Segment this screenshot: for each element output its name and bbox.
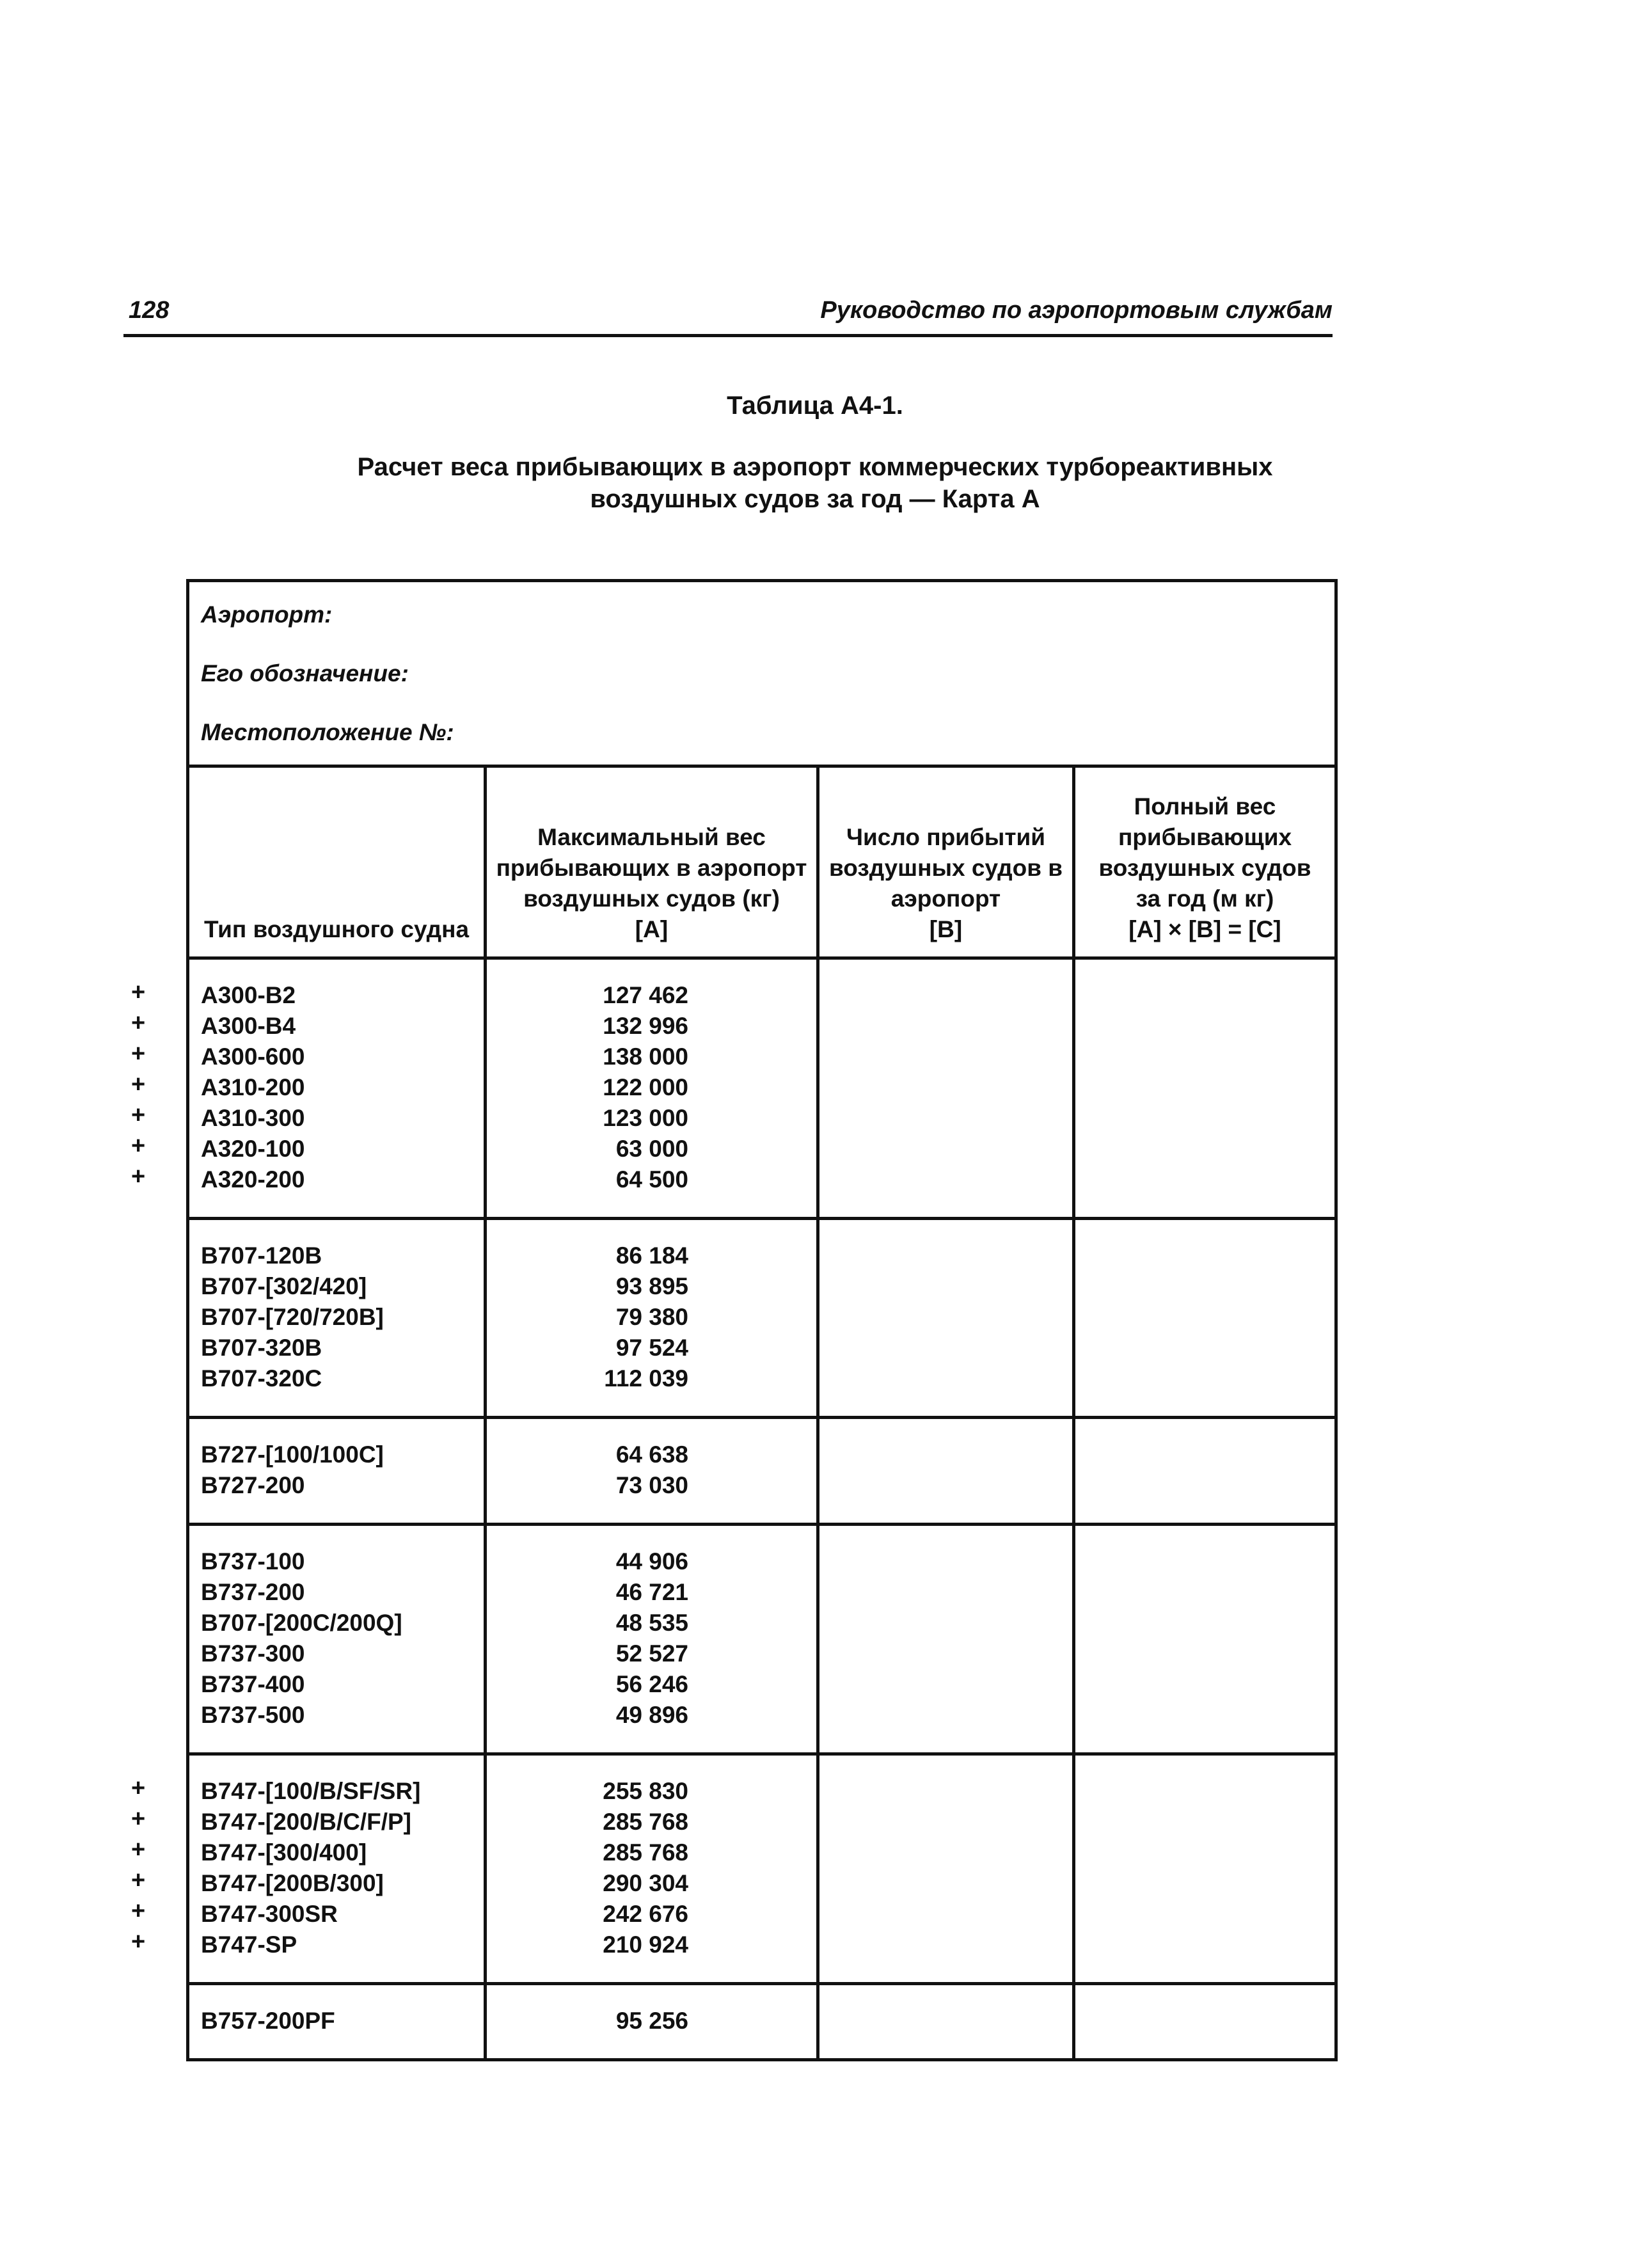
aircraft-type-cell: A320-100 <box>201 1136 305 1162</box>
max-weight-cell: 73 030 <box>615 1472 688 1498</box>
aircraft-type-cell: A310-300 <box>201 1105 305 1131</box>
max-weight-cell: 79 380 <box>615 1304 688 1330</box>
aircraft-type-cell: B747-300SR <box>201 1901 338 1927</box>
change-marker-plus: + <box>131 1898 146 1924</box>
aircraft-type-cell: B707-320C <box>201 1365 322 1392</box>
max-weight-cell: 64 638 <box>615 1441 688 1468</box>
change-marker-plus: + <box>131 1040 146 1067</box>
max-weight-cell: 210 924 <box>603 1931 688 1958</box>
column-divider <box>1072 768 1075 2058</box>
location-field-label: Местоположение №: <box>201 719 454 745</box>
change-marker-plus: + <box>131 1102 146 1129</box>
aircraft-type-cell: B707-[720/720B] <box>201 1304 384 1330</box>
max-weight-cell: 123 000 <box>603 1105 688 1131</box>
max-weight-cell: 138 000 <box>603 1043 688 1070</box>
caption-line-1: Расчет веса прибывающих в аэропорт коммерческих турбореактивных <box>357 453 1273 481</box>
running-header <box>123 294 1333 337</box>
header-aircraft-type: Тип воздушного судна <box>203 916 470 942</box>
aircraft-type-cell: B707-[200C/200Q] <box>201 1610 402 1636</box>
header-arrivals: Число прибытий воздушных судов в аэропорт [B] <box>828 824 1063 942</box>
aircraft-type-cell: A300-B4 <box>201 1013 296 1039</box>
max-weight-cell: 86 184 <box>615 1242 688 1269</box>
max-weight-cell: 97 524 <box>615 1335 688 1361</box>
max-weight-cell: 127 462 <box>603 982 688 1008</box>
change-marker-plus: + <box>131 1071 146 1098</box>
group-divider <box>189 1982 1334 1985</box>
aircraft-type-cell: B747-[300/400] <box>201 1839 367 1866</box>
airport-info-block <box>189 582 1334 768</box>
change-marker-plus: + <box>131 1775 146 1802</box>
aircraft-type-cell: B747-[100/B/SF/SR] <box>201 1778 421 1804</box>
header-max-weight: Максимальный вес прибывающих в аэропорт воздушных судов (кг) [A] <box>496 824 807 942</box>
max-weight-cell: 112 039 <box>604 1365 688 1392</box>
change-marker-plus: + <box>131 1010 146 1036</box>
max-weight-cell: 290 304 <box>603 1870 688 1896</box>
max-weight-cell: 64 500 <box>615 1166 688 1193</box>
group-divider <box>189 1217 1334 1220</box>
aircraft-type-cell: B757-200PF <box>201 2008 335 2034</box>
caption-line-2: воздушных судов за год — Карта А <box>590 485 1040 513</box>
designator-field-label: Его обозначение: <box>201 660 409 686</box>
header-divider <box>189 956 1334 960</box>
max-weight-cell: 242 676 <box>603 1901 688 1927</box>
change-marker-plus: + <box>131 1805 146 1832</box>
aircraft-type-cell: B727-[100/100C] <box>201 1441 384 1468</box>
aircraft-type-cell: B707-120B <box>201 1242 322 1269</box>
table-caption <box>0 451 1630 515</box>
change-marker-plus: + <box>131 979 146 1006</box>
change-marker-plus: + <box>131 1928 146 1955</box>
aircraft-type-cell: B747-[200/B/C/F/P] <box>201 1809 411 1835</box>
max-weight-cell: 44 906 <box>615 1548 688 1574</box>
max-weight-cell: 285 768 <box>603 1809 688 1835</box>
column-divider <box>484 768 487 2058</box>
table-label: Таблица А4-1. <box>727 392 903 420</box>
header-total-weight: Полный вес прибывающих воздушных судов за год (м кг) [A] × [B] = [C] <box>1098 793 1311 942</box>
arrival-weight-table <box>186 579 1338 2061</box>
aircraft-type-cell: B737-100 <box>201 1548 305 1574</box>
change-marker-plus: + <box>131 1867 146 1894</box>
max-weight-cell: 93 895 <box>615 1273 688 1299</box>
aircraft-type-cell: B747-SP <box>201 1931 297 1958</box>
change-marker-plus: + <box>131 1836 146 1863</box>
max-weight-cell: 52 527 <box>615 1640 688 1667</box>
aircraft-type-cell: B737-400 <box>201 1671 305 1697</box>
page-number: 128 <box>129 297 170 324</box>
aircraft-type-cell: B737-500 <box>201 1702 305 1728</box>
group-divider <box>189 1523 1334 1526</box>
column-divider <box>816 768 819 2058</box>
change-marker-plus: + <box>131 1163 146 1190</box>
max-weight-cell: 49 896 <box>615 1702 688 1728</box>
aircraft-type-cell: B727-200 <box>201 1472 305 1498</box>
max-weight-cell: 48 535 <box>615 1610 688 1636</box>
max-weight-cell: 132 996 <box>603 1013 688 1039</box>
aircraft-type-cell: B737-200 <box>201 1579 305 1605</box>
max-weight-cell: 46 721 <box>615 1579 688 1605</box>
max-weight-cell: 56 246 <box>615 1671 688 1697</box>
airport-field-label: Аэропорт: <box>201 601 333 628</box>
change-marker-plus: + <box>131 1132 146 1159</box>
aircraft-type-cell: A300-B2 <box>201 982 296 1008</box>
max-weight-cell: 122 000 <box>603 1074 688 1100</box>
aircraft-type-cell: B747-[200B/300] <box>201 1870 384 1896</box>
max-weight-cell: 255 830 <box>603 1778 688 1804</box>
aircraft-type-cell: B707-[302/420] <box>201 1273 367 1299</box>
aircraft-type-cell: A320-200 <box>201 1166 305 1193</box>
max-weight-cell: 285 768 <box>603 1839 688 1866</box>
aircraft-type-cell: A300-600 <box>201 1043 305 1070</box>
group-divider <box>189 1416 1334 1419</box>
aircraft-type-cell: A310-200 <box>201 1074 305 1100</box>
running-title: Руководство по аэропортовым службам <box>820 297 1333 324</box>
group-divider <box>189 1752 1334 1756</box>
aircraft-type-cell: B707-320B <box>201 1335 322 1361</box>
max-weight-cell: 63 000 <box>615 1136 688 1162</box>
max-weight-cell: 95 256 <box>615 2008 688 2034</box>
aircraft-type-cell: B737-300 <box>201 1640 305 1667</box>
